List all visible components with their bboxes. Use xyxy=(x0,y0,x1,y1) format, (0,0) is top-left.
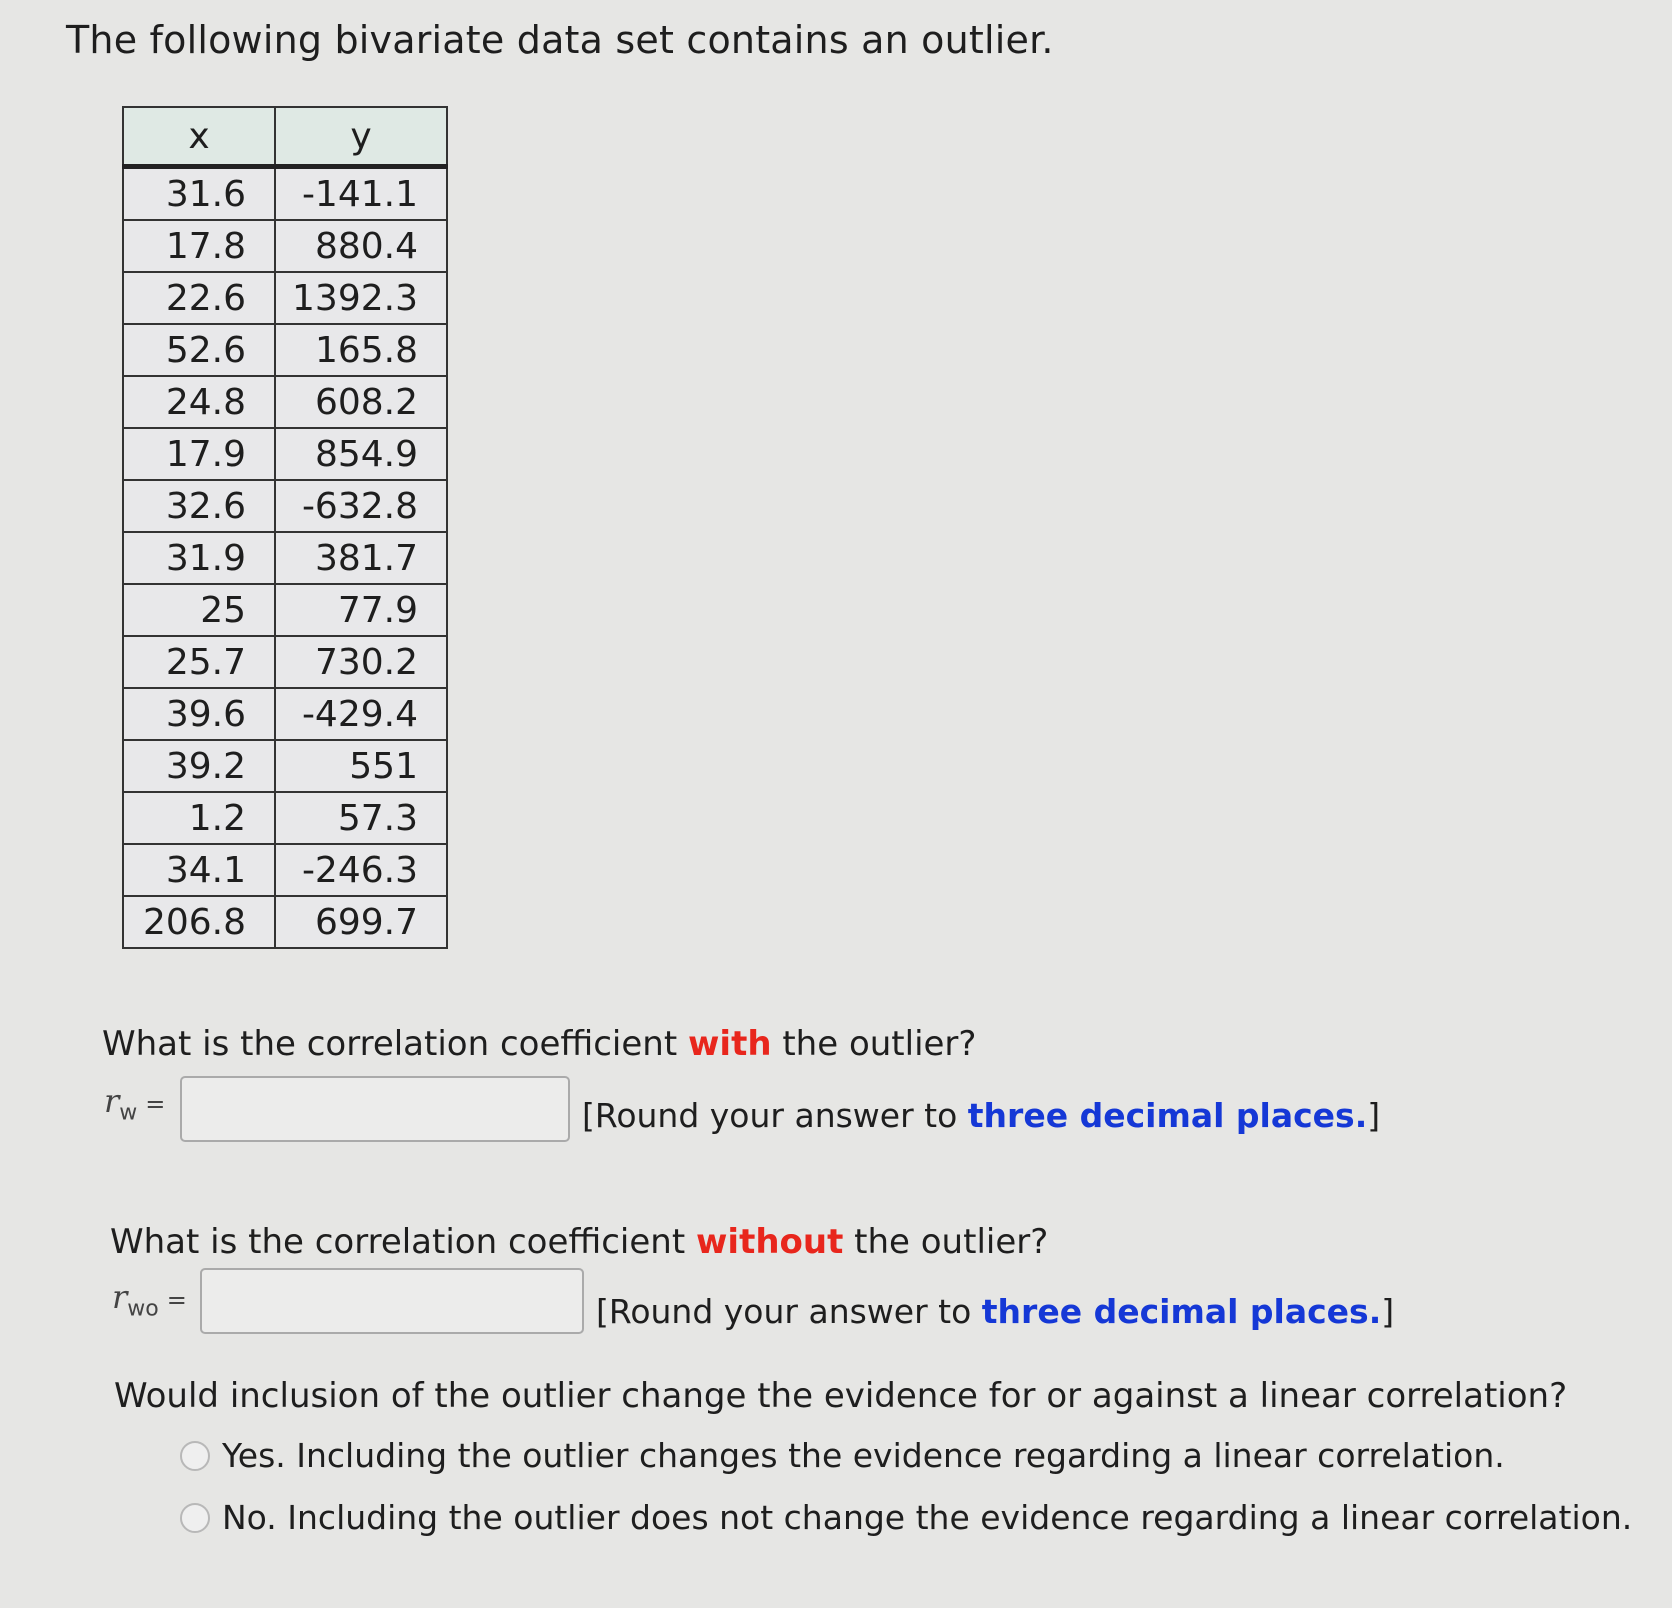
cell-x: 17.8 xyxy=(123,220,275,272)
r-with-equals: = xyxy=(145,1090,166,1118)
radio-yes[interactable] xyxy=(180,1441,210,1471)
r-with-label xyxy=(104,1082,165,1125)
intro-text: The following bivariate data set contains an outlier. xyxy=(66,18,1054,62)
cell-x: 22.6 xyxy=(123,272,275,324)
question-without-prefix: What is the correlation coefficient xyxy=(110,1222,696,1262)
question-with-outlier xyxy=(102,1024,976,1064)
cell-x: 25 xyxy=(123,584,275,636)
cell-x: 32.6 xyxy=(123,480,275,532)
cell-y: 699.7 xyxy=(275,896,447,948)
cell-x: 25.7 xyxy=(123,636,275,688)
cell-x: 39.2 xyxy=(123,740,275,792)
table-row xyxy=(123,844,447,896)
option-yes[interactable] xyxy=(180,1436,1505,1475)
table-row xyxy=(123,376,447,428)
option-no-label: No. Including the outlier does not change the evidence regarding a linear correlation. xyxy=(222,1498,1633,1537)
cell-y: 608.2 xyxy=(275,376,447,428)
question-without-emphasis: without xyxy=(696,1222,844,1262)
cell-x: 31.6 xyxy=(123,167,275,221)
table-row xyxy=(123,688,447,740)
r-without-equals: = xyxy=(166,1286,187,1314)
question-without-suffix: the outlier? xyxy=(843,1222,1049,1262)
table-row xyxy=(123,636,447,688)
question-evidence: Would inclusion of the outlier change the evidence for or against a linear correlation? xyxy=(114,1376,1568,1416)
r-without-label xyxy=(112,1278,187,1321)
table-row xyxy=(123,896,447,948)
cell-x: 34.1 xyxy=(123,844,275,896)
table-row xyxy=(123,792,447,844)
cell-x: 206.8 xyxy=(123,896,275,948)
cell-y: 1392.3 xyxy=(275,272,447,324)
table-row xyxy=(123,584,447,636)
cell-x: 39.6 xyxy=(123,688,275,740)
column-header-x: x xyxy=(123,107,275,167)
cell-x: 17.9 xyxy=(123,428,275,480)
option-no[interactable] xyxy=(180,1498,1632,1537)
table-row xyxy=(123,740,447,792)
hint-with-emphasis: three decimal places. xyxy=(967,1096,1368,1135)
column-header-y: y xyxy=(275,107,447,167)
question-with-emphasis: with xyxy=(688,1024,772,1064)
r-with-sub: w xyxy=(119,1100,138,1126)
r-without-sub: wo xyxy=(127,1296,159,1322)
table-row xyxy=(123,167,447,221)
r-without-var: r xyxy=(112,1278,128,1316)
table-row xyxy=(123,272,447,324)
cell-y: 57.3 xyxy=(275,792,447,844)
cell-x: 1.2 xyxy=(123,792,275,844)
data-table xyxy=(122,106,448,949)
radio-no[interactable] xyxy=(180,1503,210,1533)
cell-y: 730.2 xyxy=(275,636,447,688)
cell-x: 52.6 xyxy=(123,324,275,376)
question-with-prefix: What is the correlation coefficient xyxy=(102,1024,688,1064)
cell-x: 31.9 xyxy=(123,532,275,584)
table-row xyxy=(123,532,447,584)
cell-y: 381.7 xyxy=(275,532,447,584)
table-row xyxy=(123,324,447,376)
cell-y: 77.9 xyxy=(275,584,447,636)
r-with-var: r xyxy=(104,1082,120,1120)
table-row xyxy=(123,220,447,272)
cell-y: 854.9 xyxy=(275,428,447,480)
cell-y: 551 xyxy=(275,740,447,792)
cell-y: -246.3 xyxy=(275,844,447,896)
option-yes-label: Yes. Including the outlier changes the evidence regarding a linear correlation. xyxy=(222,1436,1505,1475)
r-with-input[interactable] xyxy=(180,1076,570,1142)
hint-with-suffix: ] xyxy=(1367,1096,1381,1135)
hint-without xyxy=(596,1292,1394,1331)
cell-y: 165.8 xyxy=(275,324,447,376)
cell-x: 24.8 xyxy=(123,376,275,428)
cell-y: -429.4 xyxy=(275,688,447,740)
hint-without-emphasis: three decimal places. xyxy=(981,1292,1382,1331)
cell-y: -632.8 xyxy=(275,480,447,532)
table-header-row xyxy=(123,107,447,167)
question-without-outlier xyxy=(110,1222,1048,1262)
table-row xyxy=(123,480,447,532)
table-row xyxy=(123,428,447,480)
cell-y: -141.1 xyxy=(275,167,447,221)
question-with-suffix: the outlier? xyxy=(771,1024,977,1064)
hint-with xyxy=(582,1096,1380,1135)
hint-with-prefix: [Round your answer to xyxy=(582,1096,968,1135)
cell-y: 880.4 xyxy=(275,220,447,272)
hint-without-prefix: [Round your answer to xyxy=(596,1292,982,1331)
r-without-input[interactable] xyxy=(200,1268,584,1334)
hint-without-suffix: ] xyxy=(1381,1292,1395,1331)
